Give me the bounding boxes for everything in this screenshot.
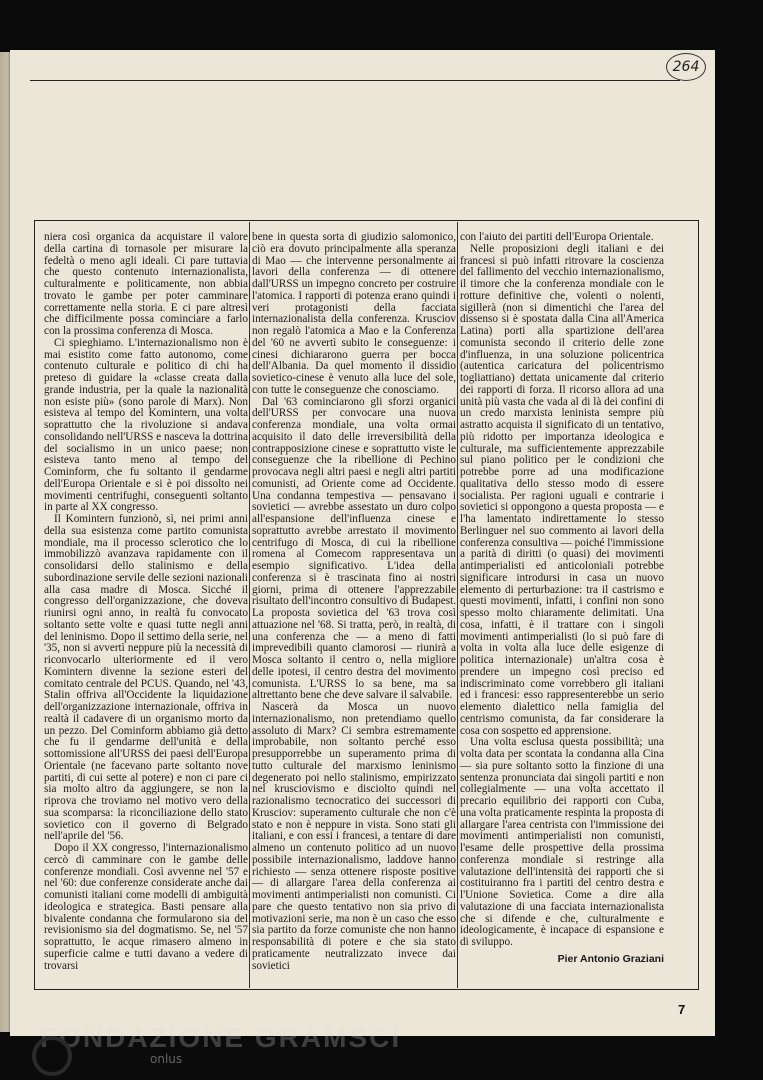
paragraph: Ci spieghiamo. L'internazionalismo non è mai esistito come fatto autonomo, come contenuto culturale e politico di chi ha preteso di guidare la «classe creata dalla grande industria, per la quale la nazionalità non esiste più» (sono parole di Marx). Non esisteva al tempo del Komintern, una volta soprattutto che la rivoluzione si andava consolidando nell'URSS e nasceva la dottrina del socialismo in un unico paese; non esisteva tanto meno al tempo del Cominform, che fu soltanto il gendarme dell'Europa Orientale e si è poi dissolto nei movimenti centrifughi, conseguenti soltanto in parte al XX congresso.	[44, 336, 248, 514]
column-divider	[457, 222, 458, 988]
watermark-suffix: onlus	[150, 1052, 183, 1066]
article-column-1	[44, 232, 248, 984]
author-signature: Pier Antonio Graziani	[557, 952, 664, 965]
paragraph: Dal '63 cominciarono gli sforzi organici dell'URSS per convocare una nuova conferenza mondiale, una volta ormai acquisito il dato delle irreversibilità della contrapposizione cinese e soprattutto viste le conseguenze che la ribellione di Pechino provocava negli altri paesi e negli altri partiti comunisti, ad Oriente come ad Occidente. Una condanna tempestiva — pensavano i sovietici — avrebbe assestato un duro colpo all'espansione dell'influenza cinese e soprattutto avrebbe arrestato il movimento centrifugo di Mosca, di cui la ribellione romena al Comecom rappresentava un esempio significativo. L'idea della conferenza si è trascinata fino ai nostri giorni, prima di ottenere l'apprezzabile risultato dell'incontro consultivo di Budapest. La proposta sovietica del '63 trova così attuazione nel '68. Si tratta, però, in realtà, di una conferenza che — a meno di fatti imprevedibili quanto clamorosi — riunirà a Mosca soltanto il centro o, nella migliore delle ipotesi, il centro destra del movimento comunista. L'URSS lo sa bene, ma sa altrettanto bene che deve salvare il salvabile.	[252, 395, 456, 702]
paragraph: Nascerà da Mosca un nuovo internazionalismo, non pretendiamo quello assoluto di Marx? Ci sembra estremamente improbabile, non soltanto perché esso presupporrebbe un superamento prima di tutto culturale del marxismo leninismo degenerato poi nello stalinismo, empirizzato nel krusciovismo e disciolto quindi nel razionalismo tecnocratico dei successori di Krusciov: superamento culturale che non c'è stato e non è neppure in vista. Sono stati gli italiani, e con essi i francesi, a tentare di dare almeno un contenuto politico ad un nuovo possibile internazionalismo, laddove hanno richiesto — senza ottenere risposte positive — di allargare l'area della conferenza ai movimenti antimperialisti non comunisti. Ci pare che questo tentativo non sia privo di motivazioni serie, ma non è un caso che esso sia partito da forze comuniste che non hanno responsabilità di potere e che sia stato praticamente neutralizzato invece dai sovietici	[252, 701, 456, 972]
page-number: 7	[678, 1002, 686, 1017]
paragraph: bene in questa sorta di giudizio salomonico, ciò era dovuto principalmente alla speranza di Mao — che intervenne personalmente ai lavori della conferenza — di ottenere dall'URSS un impegno concreto per costruire l'atomica. I rapporti di potenza erano quindi i veri protagonisti della facciata internazionalista della conferenza. Krusciov non regalò l'atomica a Mao e la Conferenza del '60 ne avvertì subito le conseguenze: i cinesi dichiararono guerra per bocca dell'Albania. Da quel momento il dissidio sovietico-cinese è venuto alla luce del sole, con tutte le conseguenze che conosciamo.	[252, 232, 456, 396]
watermark-text: FONDAZIONE GRAMSCI	[40, 1022, 402, 1053]
column-divider	[249, 222, 250, 988]
paragraph: Una volta esclusa questa possibilità; una volta data per scontata la condanna alla Cina — sia pure soltanto sotto la finzione di una sentenza pronunciata dai singoli partiti e non collegialmente — una volta accettato il precario equilibrio dei rapporti con Cuba, una volta praticamente respinta la proposta di allargare l'area centrista con l'immissione dei movimenti antimperialisti non comunisti, l'esame delle prospettive della prossima conferenza mondiale si restringe alla valutazione dell'intensità dei rapporti che si costituiranno fra i partiti del centro destra e l'Unione Sovietica. Come a dire alla valutazione di una facciata internazionalista che si difende e che, culturalmente e ideologicamente, è incapace di espansione e di sviluppo.	[460, 736, 664, 948]
paragraph: niera così organica da acquistare il valore della cartina di tornasole per misurare la fedeltà o meno agli ideali. Ci pare tuttavia che questo contenuto internazionalista, culturalmente e politicamente, non abbia trovato le gambe per poter camminare correttamente nella storia. E ci pare altresì che difficilmente possa cominciare a farlo con la prossima conferenza di Mosca.	[44, 232, 248, 337]
article-column-2	[252, 232, 456, 984]
watermark-logo-icon	[32, 1036, 72, 1076]
paragraph: Nelle proposizioni degli italiani e dei francesi si può infatti ritrovare la coscienza del fallimento del vecchio internazionalismo, il timore che la conferenza mondiale con le rotture definitive che, volenti o nolenti, sigillerà (non si dimentichi che l'area del dissenso si è spostata dalla Cina all'America Latina) porti alla spartizione dell'area comunista secondo il criterio delle zone d'influenza, in una soluzione policentrica (autentica caricatura del policentrismo togliattiano) dettata unicamente dal criterio dei rapporti di forza. Il ricorso allora ad una unità più vasta che vada al di là dei confini di un credo marxista leninista sempre più astratto acquista il significato di un tentativo, più ridotto per importanza ideologica e culturale, ma sufficientemente apprezzabile sul piano politico per le condizioni che potrebbe porre ad una modificazione qualitativa dello stesso modo di essere socialista. Per ragioni uguali e contrarie i sovietici si oppongono a questa proposta — e l'ha lamentato indirettamente lo stesso Berlinguer nel suo commento ai lavori della conferenza consultiva — poiché l'immissione a parità di diritti (o quasi) dei movimenti antimperialisti ed anticoloniali potrebbe significare introdursi in casa un nuovo elemento di perturbazione: tra il castrismo e questi movimenti, infatti, i confini non sono spesso molto chiaramente delimitati. Una cosa, infatti, è il trattare con i singoli movimenti antimperialisti (lo si può fare di volta in volta alla luce delle esigenze di politica internazionale) un'altra cosa è prendere un impegno così preciso ed indiscriminato come vorrebbero gli italiani ed i francesi: esso rappresenterebbe un serio elemento dialettico nella famiglia del centrismo comunista, da far considerare la cosa con sospetto ed apprensione.	[460, 242, 664, 737]
header-rule	[30, 80, 680, 81]
paragraph: Dopo il XX congresso, l'internazionalismo cercò di camminare con le gambe delle conferenze mondiali. Così avvenne nel '57 e nel '60: due conferenze considerate anche dai comunisti italiani come modelli di ambiguità ideologica e strategica. Basti pensare alla bivalente condanna che formularono sia del revisionismo sia del dogmatismo. Se, nel '57 soprattutto, le acque rimasero almeno in superficie calme e tutti davano a vedere di trovarsi	[44, 842, 248, 972]
paragraph: Il Komintern funzionò, sì, nei primi anni della sua esistenza come partito comunista mondiale, ma il processo sclerotico che lo immobilizzò avanzava rapidamente con il consolidarsi dello stalinismo e della subordinazione servile delle sezioni nazionali alla casa madre di Mosca. Sicché il congresso dell'organizzazione, che doveva riunirsi ogni anno, in realtà fu convocato soltanto sette volte e quasi tutte negli anni del leninismo. Dopo il settimo della serie, nel '35, non si avvertì neppure più la necessità di riconvocarlo ulteriormente ed il vero Komintern divenne la sezione esteri del comitato centrale del PCUS. Quando, nel '43, Stalin offriva all'Occidente la liquidazione dell'organizzazione internazionale, offriva in realtà il cadavere di un organismo morto da un pezzo. Del Cominform abbiamo già detto che fu il gendarme dell'unità e della sottomissione all'URSS dei paesi dell'Europa Orientale (ne facevano parte soltanto nove partiti, di cui sette al potere) e non ci pare ci sia molto altro da aggiungere, se non la riprova che troviamo nel motivo vero della sua scomparsa: la riconciliazione dello stato sovietico con il governo di Belgrado nell'aprile del '56.	[44, 513, 248, 843]
paragraph: con l'aiuto dei partiti dell'Europa Orientale.	[460, 232, 654, 243]
article-column-3	[460, 232, 664, 984]
handwritten-page-reference: 264	[666, 53, 706, 81]
